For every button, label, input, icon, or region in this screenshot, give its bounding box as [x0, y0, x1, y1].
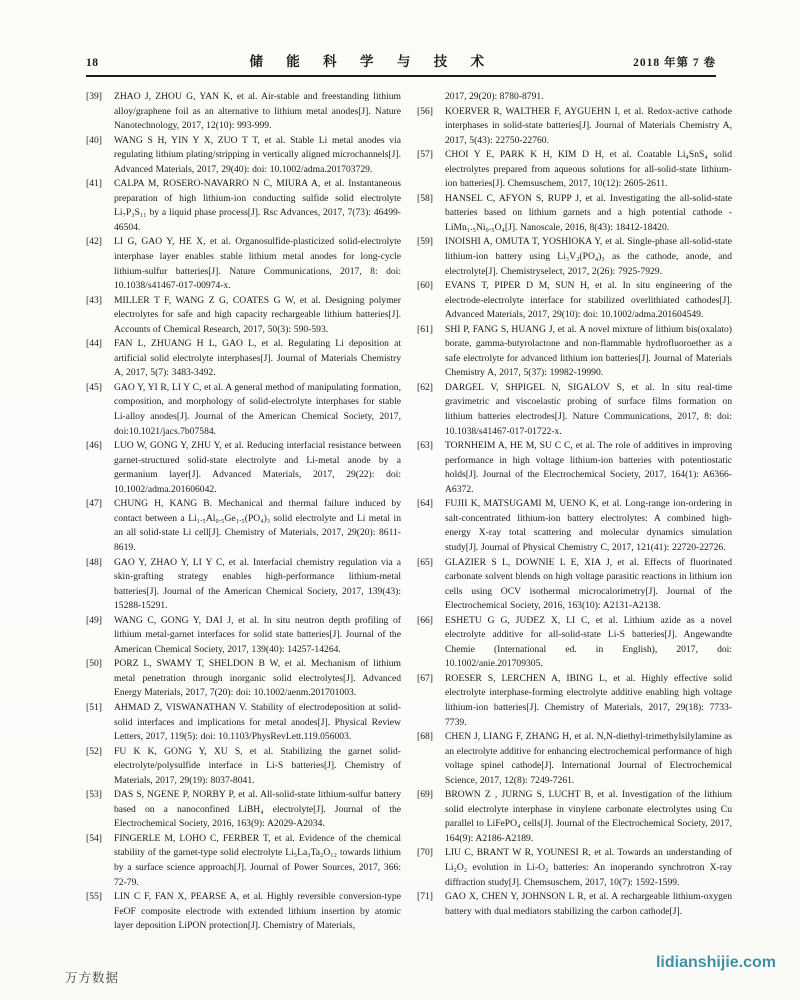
reference-text: CALPA M, ROSERO-NAVARRO N C, MIURA A, et al. Instantaneous preparation of high lithium-ion conducting sulfide solid electrolyte Li₇P₃S₁₁ by a liquid phase process[J]. Rsc Advances, 2017, 7(73): 46499-46504.: [114, 178, 401, 233]
reference-number: [69]: [417, 789, 433, 801]
reference-number: [45]: [86, 381, 102, 393]
reference-item: [86, 788, 401, 832]
reference-item: [417, 890, 732, 919]
issue-info: 2018 年第 7 卷: [633, 57, 716, 69]
reference-text: ZHAO J, ZHOU G, YAN K, et al. Air-stable and freestanding lithium alloy/graphene foil as an alternative to lithium metal anodes[J]. Nature Nanotechnology, 2017, 12(10): 993-999.: [114, 91, 401, 132]
reference-number: [59]: [417, 236, 433, 248]
reference-item: [86, 90, 401, 134]
wanfang-watermark: 万方数据: [65, 971, 120, 985]
reference-text: EVANS T, PIPER D M, SUN H, et al. In situ engineering of the electrode-electrolyte interface for stabilized overlithiated cathodes[J]. Advanced Materials, 2017, 29(10): doi: 10.1002/adma.201604549.: [445, 280, 732, 321]
reference-text: LIU C, BRANT W R, YOUNESI R, et al. Towards an understanding of Li₂O₂ evolution in Li-O₂ batteries: An inoperando synchrotron X-ray diffraction study[J]. Chemsuschem, 2017, 10(7): 1592-1599.: [445, 847, 732, 888]
reference-item: [417, 788, 732, 846]
reference-number: [50]: [86, 658, 102, 670]
reference-item: [86, 701, 401, 745]
reference-text: GAO Y, YI R, LI Y C, et al. A general method of manipulating formation, composition, and morphology of solid-electrolyte interphases for stable Li-alloy anodes[J]. Journal of the American Chemical Society, 2017, doi:10.1021/jacs.7b07584.: [114, 381, 401, 437]
reference-number: [65]: [417, 556, 433, 568]
reference-number: [58]: [417, 192, 433, 204]
reference-number: [66]: [417, 614, 433, 626]
reference-text: LI G, GAO Y, HE X, et al. Organosulfide-plasticized solid-electrolyte interphase layer enables stable lithium metal anodes for long-cycle lithium-sulfur batteries[J]. Nature Communications, 2017, 8: doi: 10.1038/s41467-017-00974-x.: [114, 236, 401, 292]
reference-item: [417, 497, 732, 555]
reference-number: [46]: [86, 440, 102, 452]
reference-item: [86, 134, 401, 178]
reference-text: LIN C F, FAN X, PEARSE A, et al. Highly reversible conversion-type FeOF composite electrode with extended lithium insertion by atomic layer deposition LiPON protection[J]. Chemistry of Materials,: [114, 891, 401, 932]
reference-number: [57]: [417, 149, 433, 161]
reference-item: [417, 235, 732, 279]
reference-number: [56]: [417, 105, 433, 117]
reference-text: GAO X, CHEN Y, JOHNSON L R, et al. A rechargeable lithium-oxygen battery with dual mediators stabilizing the carbon cathode[J].: [445, 891, 732, 917]
reference-item: [86, 235, 401, 293]
reference-text: CHUNG H, KANG B. Mechanical and thermal failure induced by contact between a Li₁.₅Al₀.₅Ge₁.₅(PO₄)₃ solid electrolyte and Li metal in an all solid-state Li cell[J]. Chemistry of Materials, 2017, 29(20): 8611-8619.: [114, 498, 401, 553]
reference-number: [71]: [417, 891, 433, 903]
reference-item: [86, 890, 401, 934]
reference-text: CHEN J, LIANG F, ZHANG H, et al. N,N-diethyl-trimethylsilylamine as an electrolyte additive for enhancing electrochemical performance of high voltage spinel cathode[J]. International Journal of Electrochemical Science, 2017, 12(8): 7249-7261.: [445, 731, 732, 786]
reference-item: [417, 439, 732, 497]
reference-number: [47]: [86, 498, 102, 510]
reference-number: [55]: [86, 891, 102, 903]
reference-item: [86, 294, 401, 338]
reference-text: BROWN Z , JURNG S, LUCHT B, et al. Investigation of the lithium solid electrolyte interphase in vinylene carbonate electrolytes using Cu parallel to LiFePO₄ cells[J]. Journal of the Electrochemical Society, 2017, 164(9): A2186-A2189.: [445, 789, 732, 844]
reference-text: FU K K, GONG Y, XU S, et al. Stabilizing the garnet solid-electrolyte/polysulfide interface in Li-S batteries[J]. Chemistry of Materials, 2017, 29(19): 8037-8041.: [114, 745, 401, 786]
page-header: [86, 50, 716, 77]
reference-item: [417, 323, 732, 381]
reference-item: [86, 614, 401, 658]
reference-item: [86, 745, 401, 789]
reference-number: [54]: [86, 832, 102, 844]
reference-text: MILLER T F, WANG Z G, COATES G W, et al. Designing polymer electrolytes for safe and high capacity rechargeable lithium batteries[J]. Accounts of Chemical Research, 2017, 50(3): 590-593.: [114, 294, 401, 335]
reference-number: [51]: [86, 701, 102, 713]
reference-number: [63]: [417, 440, 433, 452]
reference-text: GLAZIER S L, DOWNIE L E, XIA J, et al. Effects of fluorinated carbonate solvent blends on high voltage parasitic reactions in lithium ion cells using OCV isothermal microcalorimetry[J]. Journal of the Electrochemical Society, 2016, 163(10): A2131-A2138.: [445, 556, 732, 612]
reference-columns: [86, 90, 732, 934]
reference-number: [39]: [86, 91, 102, 102]
reference-number: [41]: [86, 178, 102, 190]
reference-text: PORZ L, SWAMY T, SHELDON B W, et al. Mechanism of lithium metal penetration through inorganic solid electrolytes[J]. Advanced Energy Materials, 2017, 7(20): doi: 10.1002/aenm.201701003.: [114, 658, 401, 699]
reference-item: [86, 337, 401, 381]
reference-item: [417, 556, 732, 614]
reference-text: FINGERLE M, LOHO C, FERBER T, et al. Evidence of the chemical stability of the garnet-type solid electrolyte Li₅La₃Ta₂O₁₂ towards lithium by a surface science approach[J]. Journal of Power Sources, 2017, 366: 72-79.: [114, 832, 401, 888]
reference-item: [86, 497, 401, 555]
reference-number: [68]: [417, 731, 433, 743]
right-column: [417, 90, 732, 934]
reference-text: DAS S, NGENE P, NORBY P, et al. All-solid-state lithium-sulfur battery based on a nanoconfined LiBH₄ electrolyte[J]. Journal of the Electrochemical Society, 2016, 163(9): A2029-A2034.: [114, 789, 401, 830]
reference-number: [40]: [86, 134, 102, 146]
reference-text: WANG C, GONG Y, DAI J, et al. In situ neutron depth profiling of lithium metal-garnet interfaces for solid state batteries[J]. Journal of the American Chemical Society, 2017, 139(40): 14257-14264.: [114, 614, 401, 655]
page-number: 18: [86, 57, 99, 69]
reference-text: GAO Y, ZHAO Y, LI Y C, et al. Interfacial chemistry regulation via a skin-grafting strategy enables high-performance lithium-metal batteries[J]. Journal of the American Chemical Society, 2017, 139(43): 15288-15291.: [114, 556, 401, 612]
reference-item: [86, 556, 401, 614]
reference-item: [86, 381, 401, 439]
reference-number: [70]: [417, 847, 433, 859]
reference-text: SHI P, FANG S, HUANG J, et al. A novel mixture of lithium bis(oxalato) borate, gamma-butyrolactone and non-flammable hydrofluoroether as a safe electrolyte for advanced lithium ion batteries[J]. Journal of Materials Chemistry A, 2017, 5(37): 19982-19990.: [445, 323, 732, 379]
reference-text: TORNHEIM A, HE M, SU C C, et al. The role of additives in improving performance in high voltage lithium-ion batteries with potentiostatic holds[J]. Journal of the Electrochemical Society, 2017, 164(1): A6366-A6372.: [445, 440, 732, 495]
reference-number: [53]: [86, 789, 102, 801]
reference-item: [417, 381, 732, 439]
reference-text: LUO W, GONG Y, ZHU Y, et al. Reducing interfacial resistance between garnet-structured solid-state electrolyte and Li-metal anode by a germanium layer[J]. Advanced Materials, 2017, 29(22): doi: 10.1002/adma.201606042.: [114, 440, 401, 495]
reference-item: [86, 439, 401, 497]
reference-text: ESHETU G G, JUDEZ X, LI C, et al. Lithium azide as a novel electrolyte additive for all-solid-state Li-S batteries[J]. Angewandte Chemie (International ed. in English), 2017, doi: 10.1002/anie.201709305.: [445, 614, 732, 670]
reference-text: DARGEL V, SHPIGEL N, SIGALOV S, et al. In situ real-time gravimetric and viscoelastic probing of surface films formation on lithium batteries electrodes[J]. Nature Communications, 2017, 8: doi: 10.1038/s41467-017-01722-x.: [445, 381, 732, 437]
reference-text: HANSEL C, AFYON S, RUPP J, et al. Investigating the all-solid-state batteries based on lithium garnets and a high potential cathode - LiMn₁.₅Ni₀.₅O₄[J]. Nanoscale, 2016, 8(43): 18412-18420.: [445, 192, 732, 233]
reference-item: [417, 279, 732, 323]
reference-item: [417, 105, 732, 149]
reference-item: [417, 614, 732, 672]
reference-number: [52]: [86, 745, 102, 757]
reference-number: [62]: [417, 381, 433, 393]
reference-number: [64]: [417, 498, 433, 510]
reference-text: CHOI Y E, PARK K H, KIM D H, et al. Coatable Li₄SnS₄ solid electrolytes prepared from aqueous solutions for all-solid-state lithium-ion batteries[J]. Chemsuschem, 2017, 10(12): 2605-2611.: [445, 149, 732, 190]
reference-number: [44]: [86, 338, 102, 350]
reference-number: [60]: [417, 280, 433, 292]
reference-text: AHMAD Z, VISWANATHAN V. Stability of electrodeposition at solid-solid interfaces and implications for metal anodes[J]. Physical Review Letters, 2017, 119(5): doi: 10.1103/PhysRevLett.119.056003.: [114, 701, 401, 743]
reference-number: [61]: [417, 323, 433, 335]
reference-text: FAN L, ZHUANG H L, GAO L, et al. Regulating Li deposition at artificial solid electrolyte interphases[J]. Journal of Materials Chemistry A, 2017, 5(7): 3483-3492.: [114, 338, 401, 379]
site-link[interactable]: lidianshijie.com: [655, 954, 776, 971]
reference-number: [48]: [86, 556, 102, 568]
reference-item: [417, 846, 732, 890]
reference-text: FUJII K, MATSUGAMI M, UENO K, et al. Long-range ion-ordering in salt-concentrated lithium-ion battery electrolytes: A combined high-energy X-ray total scattering and molecular dynamics simulation study[J]. Journal of Physical Chemistry C, 2017, 121(41): 22720-22726.: [445, 498, 732, 553]
reference-text: WANG S H, YIN Y X, ZUO T T, et al. Stable Li metal anodes via regulating lithium plating/stripping in vertically aligned microchannels[J]. Advanced Materials, 2017, 29(40): doi: 10.1002/adma.201703729.: [114, 134, 401, 175]
reference-item: [417, 192, 732, 236]
reference-text: KOERVER R, WALTHER F, AYGUEHN I, et al. Redox-active cathode interphases in solid-state batteries[J]. Journal of Materials Chemistry A, 2017, 5(43): 22750-22760.: [445, 105, 732, 146]
reference-text: INOISHI A, OMUTA T, YOSHIOKA Y, et al. Single-phase all-solid-state lithium-ion battery using Li₃V₂(PO₄)₃ as the cathode, anode, and electrolyte[J]. Chemistryselect, 2017, 2(26): 7925-7929.: [445, 236, 732, 277]
reference-item: [86, 832, 401, 890]
reference-continuation: 2017, 29(20): 8780-8791.: [445, 91, 544, 102]
reference-item: [417, 730, 732, 788]
reference-number: [42]: [86, 236, 102, 248]
reference-number: [49]: [86, 614, 102, 626]
reference-item: [417, 672, 732, 730]
left-column: [86, 90, 401, 934]
reference-item: [417, 148, 732, 192]
reference-item: [86, 177, 401, 235]
reference-item: [86, 657, 401, 701]
journal-title: 储 能 科 学 与 技 术: [249, 54, 495, 69]
reference-number: [43]: [86, 294, 102, 306]
reference-text: ROESER S, LERCHEN A, IBING L, et al. Highly effective solid electrolyte interphase-forming electrolyte additive enabling high voltage lithium-ion batteries[J]. Chemistry of Materials, 2017, 29(18): 7733-7739.: [445, 672, 732, 728]
reference-number: [67]: [417, 672, 433, 684]
right-column-refs: [417, 105, 732, 920]
